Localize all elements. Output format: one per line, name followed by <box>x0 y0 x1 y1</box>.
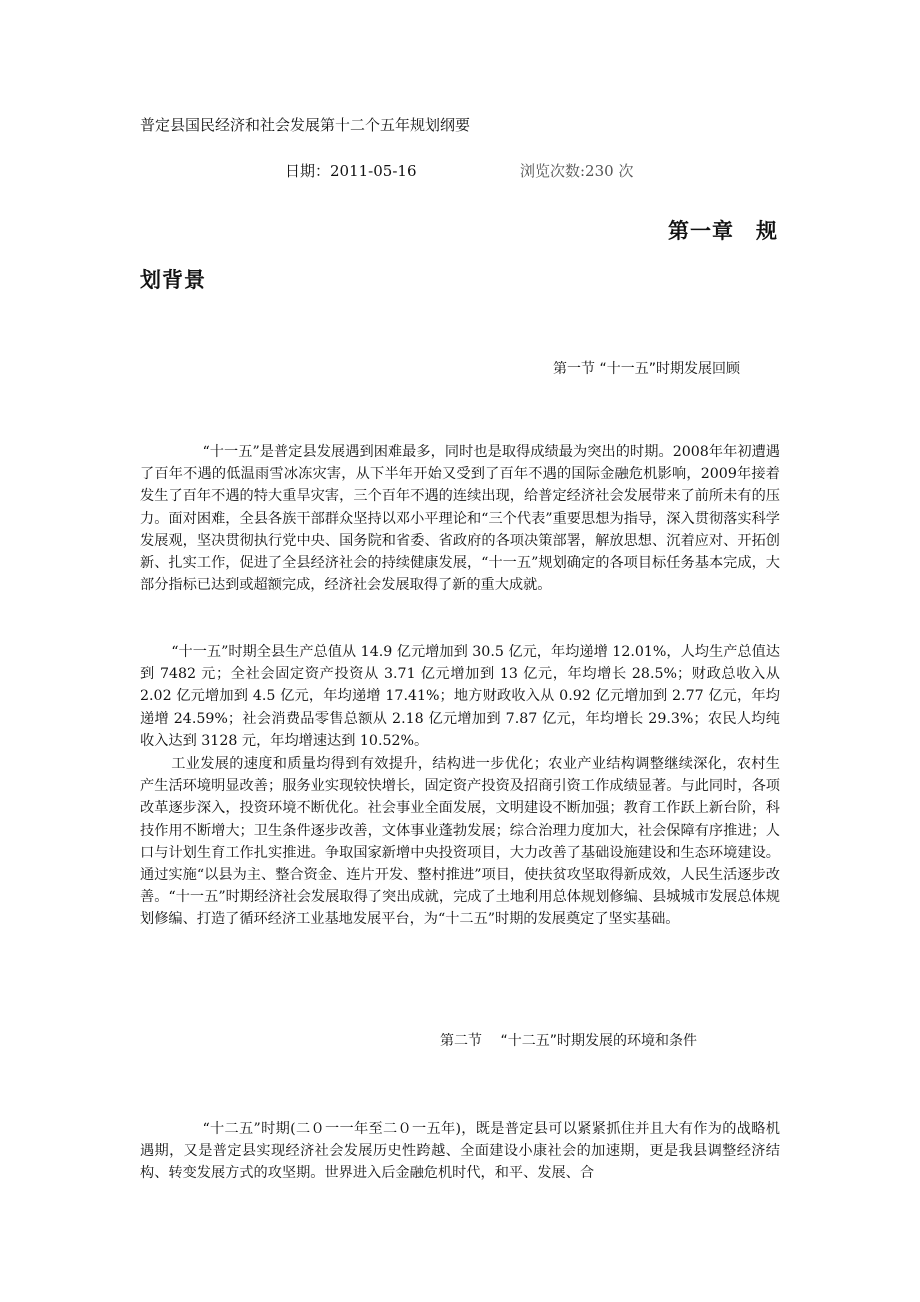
chapter-heading-line1: 第一章 规 <box>668 219 778 243</box>
chapter-heading-line2: 划背景 <box>140 268 206 292</box>
view-count: 浏览次数:230 次 <box>520 162 634 180</box>
paragraph-2: “十一五”时期全县生产总值从 14.9 亿元增加到 30.5 亿元，年均递增 12.01%，人均生产总值达到 7482 元；全社会固定资产投资从 3.71 亿元增加到 13 亿元，年均增长 28.5%；财政总收入从 2.02 亿元增加到 4.5 亿元，年均递增 17.41%；地方财政收入从 0.92 亿元增加到 2.77 亿元，年均递增 24.59%；社会消费品零售总额从 2.18 亿元增加到 7.87 亿元，年均增长 29.3%；农民人均纯收入达到 3128 元，年均增速达到 10.52%。 <box>140 644 780 749</box>
paragraph-4: “十二五”时期(二０一一年至二０一五年)，既是普定县可以紧紧抓住并且大有作为的战略机遇期，又是普定县实现经济社会发展历史性跨越、全面建设小康社会的加速期，更是我县调整经济结构、转变发展方式的攻坚期。世界进入后金融危机时代，和平、发展、合 <box>140 1121 780 1182</box>
publish-date: 日期：2011-05-16 <box>285 162 417 180</box>
paragraph-1: “十一五”是普定县发展遇到困难最多，同时也是取得成绩最为突出的时期。2008年年初遭遇了百年不遇的低温雨雪冰冻灾害，从下半年开始又受到了百年不遇的国际金融危机影响，2009年接着发生了百年不遇的特大重旱灾害，三个百年不遇的连续出现，给普定经济社会发展带来了前所未有的压力。面对困难，全县各族干部群众坚持以邓小平理论和“三个代表”重要思想为指导，深入贯彻落实科学发展观，坚决贯彻执行党中央、国务院和省委、省政府的各项决策部署，解放思想、沉着应对、开拓创新、扎实工作，促进了全县经济社会的持续健康发展，“十一五”规划确定的各项目标任务基本完成，大部分指标已达到或超额完成，经济社会发展取得了新的重大成就。 <box>140 444 780 594</box>
paragraph-3: 工业发展的速度和质量均得到有效提升，结构进一步优化；农业产业结构调整继续深化，农村生产生活环境明显改善；服务业实现较快增长，固定资产投资及招商引资工作成绩显著。与此同时，各项改革逐步深入，投资环境不断优化。社会事业全面发展，文明建设不断加强；教育工作跃上新台阶，科技作用不断增大；卫生条件逐步改善，文体事业蓬勃发展；综合治理力度加大，社会保障有序推进；人口与计划生育工作扎实推进。争取国家新增中央投资项目，大力改善了基础设施建设和生态环境建设。通过实施“以县为主、整合资金、连片开发、整村推进”项目，使扶贫攻坚取得新成效，人民生活逐步改善。“十一五”时期经济社会发展取得了突出成就，完成了土地利用总体规划修编、县城城市发展总体规划修编、打造了循环经济工业基地发展平台，为“十二五”时期的发展奠定了坚实基础。 <box>140 756 780 928</box>
section-heading-1: 第一节 “十一五”时期发展回顾 <box>553 361 740 377</box>
section-heading-2: 第二节 “十二五”时期发展的环境和条件 <box>440 1033 697 1049</box>
document-title: 普定县国民经济和社会发展第十二个五年规划纲要 <box>140 116 471 134</box>
